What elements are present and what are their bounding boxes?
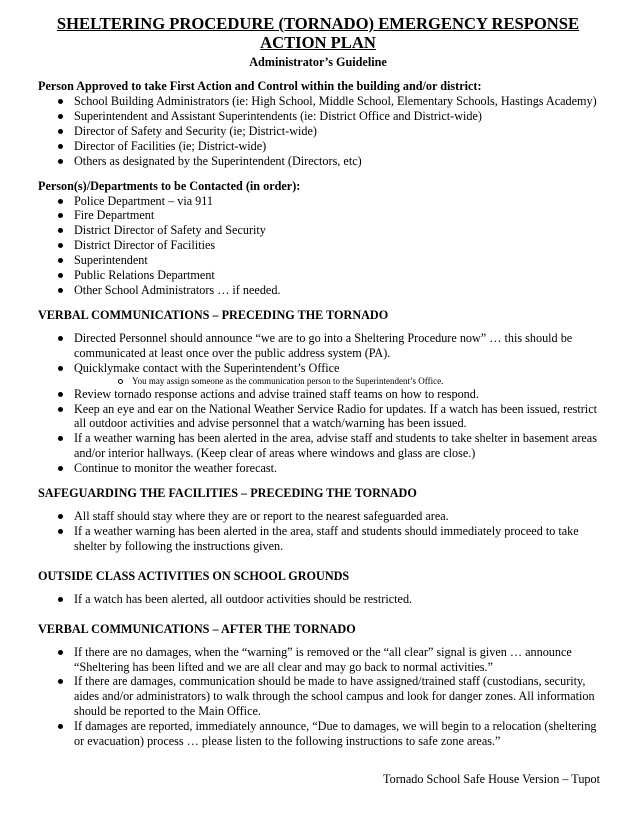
list-item: All staff should stay where they are or report to the nearest safeguarded area.: [38, 509, 598, 524]
bullet-icon: [58, 129, 63, 134]
bullet-icon: [58, 243, 63, 248]
list-item: Keep an eye and ear on the National Weather Service Radio for updates. If a watch has been issued, restrict all outdoor activities and advise personnel that a watch/warning has been issued.: [38, 402, 598, 432]
bullet-icon: [58, 514, 63, 519]
contacts-list: [38, 194, 598, 298]
verbal-after-list: [38, 645, 598, 749]
list-item: If a weather warning has been alerted in the area, staff and students should immediately proceed to take shelter by following the instructions given.: [38, 524, 598, 554]
verbal-preceding-list: [38, 331, 598, 476]
list-item: If there are no damages, when the “warning” is removed or the “all clear” signal is given … announce “Sheltering has been lifted and we are all clear and may go back to normal activities.”: [38, 645, 598, 675]
section-heading-first-action: Person Approved to take First Action and Control within the building and/or district:: [38, 79, 482, 93]
bullet-icon: [58, 273, 63, 278]
sub-list: [74, 376, 598, 387]
section-heading-verbal-preceding: VERBAL COMMUNICATIONS – PRECEDING THE TORNADO: [38, 307, 389, 322]
bullet-icon: [58, 436, 63, 441]
outside-activities-list: [38, 592, 598, 607]
bullet-icon: [58, 228, 63, 233]
bullet-icon: [58, 199, 63, 204]
document-subtitle: Administrator’s Guideline: [249, 55, 387, 69]
list-item: Continue to monitor the weather forecast.: [38, 461, 598, 476]
safeguarding-list: [38, 509, 598, 554]
first-action-list: [38, 94, 598, 169]
list-item: Fire Department: [38, 208, 598, 223]
list-item: Others as designated by the Superintendent (Directors, etc): [38, 154, 598, 169]
list-item: District Director of Safety and Security: [38, 223, 598, 238]
list-item: Directed Personnel should announce “we are to go into a Sheltering Procedure now” … this should be communicated at least once over the public address system (PA).: [38, 331, 598, 361]
bullet-icon: [58, 392, 63, 397]
list-item: Superintendent and Assistant Superintendents (ie: District Office and District-wide): [38, 109, 598, 124]
bullet-icon: [58, 258, 63, 263]
bullet-icon: [58, 650, 63, 655]
bullet-icon: [58, 529, 63, 534]
bullet-icon: [58, 159, 63, 164]
section-heading-verbal-after: VERBAL COMMUNICATIONS – AFTER THE TORNADO: [38, 621, 356, 636]
bullet-icon: [58, 466, 63, 471]
section-heading-outside-activities: OUTSIDE CLASS ACTIVITIES ON SCHOOL GROUNDS: [38, 568, 350, 583]
bullet-icon: [58, 724, 63, 729]
list-item: School Building Administrators (ie: High School, Middle School, Elementary Schools, Hastings Academy): [38, 94, 598, 109]
bullet-icon: [58, 99, 63, 104]
list-item: Review tornado response actions and advise trained staff teams on how to respond.: [38, 387, 598, 402]
document-title: SHELTERING PROCEDURE (TORNADO) EMERGENCY RESPONSE ACTION PLAN: [56, 14, 580, 52]
list-item: Public Relations Department: [38, 268, 598, 283]
bullet-icon: [58, 597, 63, 602]
bullet-icon: [58, 144, 63, 149]
bullet-icon: [58, 114, 63, 119]
list-item: Director of Facilities (ie; District-wide): [38, 139, 598, 154]
bullet-icon: [58, 407, 63, 412]
bullet-icon: [58, 288, 63, 293]
list-item: If a weather warning has been alerted in the area, advise staff and students to take shelter in basement areas and/or interior hallways. (Keep clear of areas where windows and glass are close.): [38, 431, 598, 461]
list-item: Quicklymake contact with the Superintendent’s Office You may assign someone as the communication person to the Superintendent’s Office.: [38, 361, 598, 387]
bullet-icon: [58, 366, 63, 371]
list-item: District Director of Facilities: [38, 238, 598, 253]
bullet-icon: [58, 336, 63, 341]
circle-bullet-icon: [118, 379, 123, 384]
list-item: If damages are reported, immediately announce, “Due to damages, we will begin to a relocation (sheltering or evacuation) process … please listen to the following instructions to safe zone areas.”: [38, 719, 598, 749]
list-item: If a watch has been alerted, all outdoor activities should be restricted.: [38, 592, 598, 607]
section-heading-safeguarding: SAFEGUARDING THE FACILITIES – PRECEDING THE TORNADO: [38, 486, 417, 501]
list-item: Superintendent: [38, 253, 598, 268]
list-item: Other School Administrators … if needed.: [38, 283, 598, 298]
section-heading-contacts: Person(s)/Departments to be Contacted (in order):: [38, 178, 301, 193]
sub-list-item: You may assign someone as the communication person to the Superintendent’s Office.: [74, 376, 598, 387]
list-item: Director of Safety and Security (ie; District-wide): [38, 124, 598, 139]
list-item: If there are damages, communication should be made to have assigned/trained staff (custodians, security, aides and/or administrators) to walk through the school campus and look for danger zones. All information should be reported to the Main Office.: [38, 674, 598, 719]
bullet-icon: [58, 679, 63, 684]
document-footer: Tornado School Safe House Version – Tupot: [383, 772, 600, 786]
list-item: Police Department – via 911: [38, 194, 598, 209]
bullet-icon: [58, 213, 63, 218]
